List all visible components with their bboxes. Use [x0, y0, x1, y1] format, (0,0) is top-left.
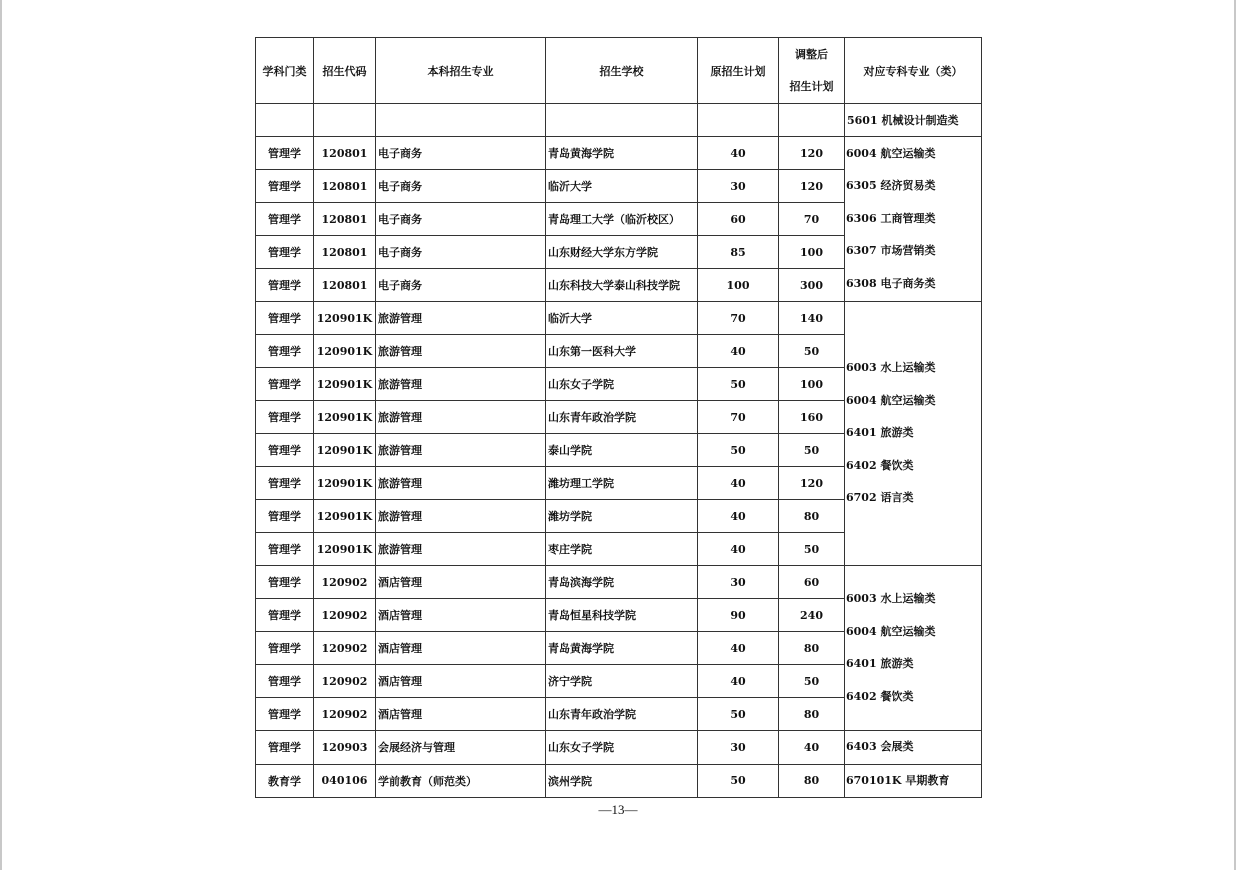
cell-original-plan: 100	[698, 269, 779, 302]
vocational-major-item: 6004 航空运输类	[846, 146, 936, 160]
cell-adjusted-plan: 80	[779, 698, 845, 731]
cell-adjusted-plan: 60	[779, 566, 845, 599]
cell-school: 青岛滨海学院	[546, 566, 698, 599]
cell-vocational-major-group	[845, 731, 982, 765]
cell-school: 山东第一医科大学	[546, 335, 698, 368]
cell-discipline: 管理学	[256, 434, 314, 467]
cell-major: 电子商务	[376, 236, 546, 269]
cell-original-plan: 50	[698, 764, 779, 798]
header-adjusted-plan	[779, 38, 845, 104]
cell-school: 山东女子学院	[546, 368, 698, 401]
cell-adjusted-plan: 70	[779, 203, 845, 236]
page-number: —13—	[598, 802, 638, 817]
cell-code: 120901K	[314, 368, 376, 401]
cell-school: 滨州学院	[546, 764, 698, 798]
cell-major: 酒店管理	[376, 665, 546, 698]
cell-adjusted-plan: 80	[779, 764, 845, 798]
cell-major: 旅游管理	[376, 500, 546, 533]
cell-code: 120801	[314, 236, 376, 269]
cell-code: 120902	[314, 566, 376, 599]
cell-major: 酒店管理	[376, 698, 546, 731]
cell-major: 学前教育（师范类）	[376, 764, 546, 798]
cell-major: 旅游管理	[376, 533, 546, 566]
cell-original-plan: 40	[698, 533, 779, 566]
cell-vocational-major-group	[845, 137, 982, 302]
cell-original-plan: 70	[698, 302, 779, 335]
cell-school: 青岛理工大学（临沂校区）	[546, 203, 698, 236]
cell-discipline: 管理学	[256, 698, 314, 731]
cell-original-plan: 40	[698, 137, 779, 170]
cell-code: 120903	[314, 731, 376, 765]
cell-original-plan: 40	[698, 335, 779, 368]
cell-code: 120901K	[314, 500, 376, 533]
cell-major: 旅游管理	[376, 368, 546, 401]
cell-adjusted-plan: 120	[779, 170, 845, 203]
cell-adjusted-plan: 140	[779, 302, 845, 335]
cell-adjusted-plan: 100	[779, 368, 845, 401]
cell-code: 120902	[314, 632, 376, 665]
cell-school: 青岛黄海学院	[546, 137, 698, 170]
cell-discipline: 管理学	[256, 599, 314, 632]
cell-school: 山东女子学院	[546, 731, 698, 765]
cell-discipline: 管理学	[256, 137, 314, 170]
cell-school: 泰山学院	[546, 434, 698, 467]
cell-discipline: 管理学	[256, 731, 314, 765]
vocational-major-item: 6305 经济贸易类	[846, 179, 936, 193]
header-vocational-major: 对应专科专业（类）	[845, 38, 982, 104]
cell-empty	[698, 104, 779, 137]
table-header-row	[256, 38, 982, 104]
cell-school: 潍坊学院	[546, 500, 698, 533]
cell-adjusted-plan: 100	[779, 236, 845, 269]
cell-discipline: 管理学	[256, 665, 314, 698]
cell-original-plan: 30	[698, 731, 779, 765]
cell-school: 山东青年政治学院	[546, 401, 698, 434]
enrollment-plan-table	[255, 37, 982, 798]
header-discipline: 学科门类	[256, 38, 314, 104]
cell-adjusted-plan: 40	[779, 731, 845, 765]
cell-original-plan: 50	[698, 698, 779, 731]
cell-code: 120901K	[314, 335, 376, 368]
cell-code: 120901K	[314, 401, 376, 434]
cell-original-plan: 40	[698, 632, 779, 665]
cell-discipline: 管理学	[256, 632, 314, 665]
cell-adjusted-plan: 300	[779, 269, 845, 302]
cell-code: 120901K	[314, 533, 376, 566]
cell-major: 酒店管理	[376, 632, 546, 665]
table-row	[256, 566, 982, 599]
cell-major: 电子商务	[376, 269, 546, 302]
vocational-major-item: 6402 餐饮类	[846, 689, 914, 703]
cell-discipline: 管理学	[256, 302, 314, 335]
cell-empty	[376, 104, 546, 137]
cell-discipline: 管理学	[256, 170, 314, 203]
cell-school: 临沂大学	[546, 170, 698, 203]
cell-original-plan: 90	[698, 599, 779, 632]
cell-original-plan: 40	[698, 665, 779, 698]
table-row	[256, 302, 982, 335]
cell-code: 120901K	[314, 467, 376, 500]
cell-major: 电子商务	[376, 137, 546, 170]
cell-code: 120801	[314, 170, 376, 203]
cell-discipline: 管理学	[256, 335, 314, 368]
vocational-major-item: 6308 电子商务类	[846, 276, 936, 290]
cell-school: 潍坊理工学院	[546, 467, 698, 500]
page-edge-left	[0, 0, 2, 870]
cell-discipline: 管理学	[256, 203, 314, 236]
cell-school: 青岛黄海学院	[546, 632, 698, 665]
cell-discipline: 管理学	[256, 467, 314, 500]
cell-major: 旅游管理	[376, 434, 546, 467]
header-adjusted-plan-line2: 招生计划	[789, 79, 834, 93]
cell-major: 旅游管理	[376, 401, 546, 434]
cell-school: 枣庄学院	[546, 533, 698, 566]
cell-adjusted-plan: 240	[779, 599, 845, 632]
vocational-major-item: 670101K 早期教育	[846, 773, 950, 787]
cell-discipline: 管理学	[256, 368, 314, 401]
cell-school: 山东科技大学泰山科技学院	[546, 269, 698, 302]
vocational-major-item: 6004 航空运输类	[846, 624, 936, 638]
cell-empty	[314, 104, 376, 137]
vocational-major-item: 6003 水上运输类	[846, 592, 936, 605]
cell-school: 青岛恒星科技学院	[546, 599, 698, 632]
cell-school: 临沂大学	[546, 302, 698, 335]
table-row	[256, 731, 982, 765]
cell-major: 酒店管理	[376, 566, 546, 599]
cell-major: 电子商务	[376, 203, 546, 236]
cell-vocational-major-group	[845, 302, 982, 566]
cell-vocational-major-group	[845, 566, 982, 731]
vocational-major-item: 6004 航空运输类	[846, 393, 936, 407]
vocational-major-item: 6402 餐饮类	[846, 458, 914, 472]
table-row	[256, 137, 982, 170]
cell-school: 山东青年政治学院	[546, 698, 698, 731]
cell-adjusted-plan: 80	[779, 632, 845, 665]
cell-original-plan: 30	[698, 170, 779, 203]
header-major: 本科招生专业	[376, 38, 546, 104]
header-code: 招生代码	[314, 38, 376, 104]
cell-original-plan: 85	[698, 236, 779, 269]
header-original-plan: 原招生计划	[698, 38, 779, 104]
cell-code: 120801	[314, 137, 376, 170]
cell-code: 040106	[314, 764, 376, 798]
header-adjusted-plan-line1: 调整后	[795, 47, 828, 61]
cell-adjusted-plan: 120	[779, 137, 845, 170]
cell-adjusted-plan: 160	[779, 401, 845, 434]
cell-discipline: 教育学	[256, 764, 314, 798]
cell-original-plan: 70	[698, 401, 779, 434]
cell-vocational-major-group	[845, 764, 982, 798]
vocational-major-item: 6307 市场营销类	[846, 244, 936, 258]
cell-code: 120902	[314, 665, 376, 698]
cell-adjusted-plan: 50	[779, 335, 845, 368]
cell-code: 120902	[314, 698, 376, 731]
cell-empty	[779, 104, 845, 137]
cell-school: 济宁学院	[546, 665, 698, 698]
cell-code: 120902	[314, 599, 376, 632]
cell-discipline: 管理学	[256, 533, 314, 566]
table-row-carryover	[256, 104, 982, 137]
cell-adjusted-plan: 120	[779, 467, 845, 500]
cell-discipline: 管理学	[256, 269, 314, 302]
vocational-major-item: 6401 旅游类	[846, 657, 914, 670]
vocational-major-item: 6003 水上运输类	[846, 361, 936, 375]
vocational-major-item: 6403 会展类	[846, 740, 914, 753]
cell-adjusted-plan: 50	[779, 533, 845, 566]
cell-major: 旅游管理	[376, 302, 546, 335]
cell-code: 120901K	[314, 302, 376, 335]
cell-code: 120901K	[314, 434, 376, 467]
cell-discipline: 管理学	[256, 566, 314, 599]
cell-original-plan: 50	[698, 368, 779, 401]
cell-discipline: 管理学	[256, 236, 314, 269]
cell-original-plan: 30	[698, 566, 779, 599]
cell-original-plan: 40	[698, 500, 779, 533]
vocational-major-item: 6702 语言类	[846, 491, 914, 505]
cell-discipline: 管理学	[256, 401, 314, 434]
cell-school: 山东财经大学东方学院	[546, 236, 698, 269]
cell-empty	[256, 104, 314, 137]
cell-original-plan: 50	[698, 434, 779, 467]
cell-code: 120801	[314, 269, 376, 302]
cell-discipline: 管理学	[256, 500, 314, 533]
cell-major: 旅游管理	[376, 335, 546, 368]
cell-major: 酒店管理	[376, 599, 546, 632]
cell-adjusted-plan: 50	[779, 665, 845, 698]
cell-original-plan: 60	[698, 203, 779, 236]
vocational-major-item: 6401 旅游类	[846, 426, 914, 440]
cell-vocational-major: 5601 机械设计制造类	[845, 104, 982, 137]
cell-original-plan: 40	[698, 467, 779, 500]
cell-major: 会展经济与管理	[376, 731, 546, 765]
cell-code: 120801	[314, 203, 376, 236]
cell-major: 电子商务	[376, 170, 546, 203]
cell-adjusted-plan: 50	[779, 434, 845, 467]
cell-empty	[546, 104, 698, 137]
cell-major: 旅游管理	[376, 467, 546, 500]
vocational-major-item: 6306 工商管理类	[846, 211, 936, 225]
table-row	[256, 764, 982, 798]
cell-adjusted-plan: 80	[779, 500, 845, 533]
header-school: 招生学校	[546, 38, 698, 104]
